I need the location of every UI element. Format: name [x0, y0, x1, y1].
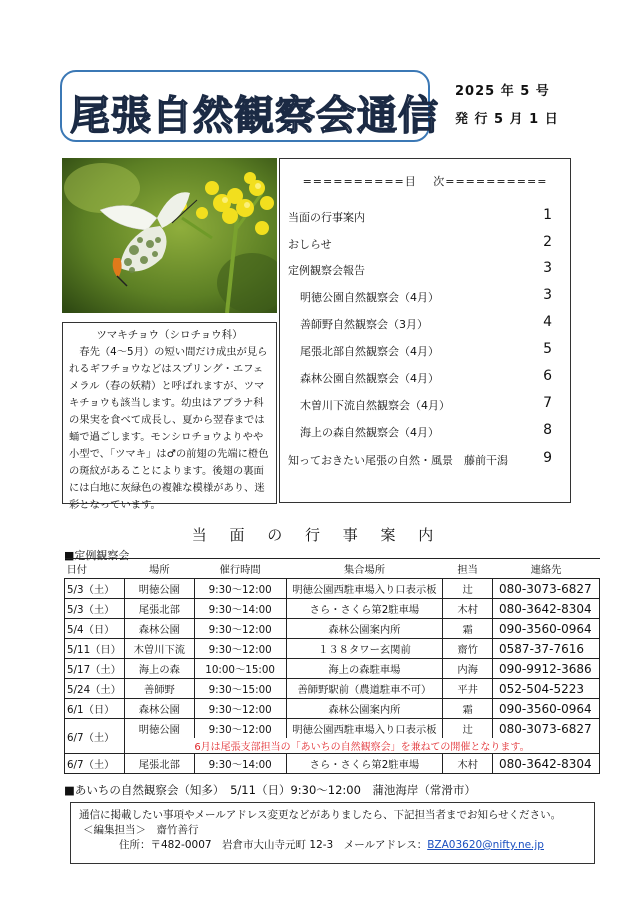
cell-place: 木曽川下流	[124, 639, 194, 659]
cell-time: 10:00～15:00	[194, 659, 286, 679]
cell-place: 明徳公園	[124, 579, 194, 599]
cell-leader: 木村	[443, 754, 493, 774]
toc-item: 当面の行事案内	[288, 211, 365, 224]
toc-page: 3	[543, 260, 552, 276]
cell-place: 明徳公園	[124, 719, 194, 739]
address-line	[79, 838, 586, 853]
cell-place: 善師野	[124, 679, 194, 699]
toc-page: 2	[543, 234, 552, 250]
toc-page: 9	[543, 450, 552, 466]
toc-item: 海上の森自然観察会（4月）	[300, 426, 439, 439]
cell-contact: 080-3073-6827	[493, 719, 600, 739]
toc-item: 森林公園自然観察会（4月）	[300, 372, 439, 385]
cell-date: 6/7（土）	[65, 719, 125, 754]
cell-contact: 0587-37-7616	[493, 639, 600, 659]
regular-section-label: ■定例観察会	[64, 549, 130, 562]
cell-contact: 080-3642-8304	[493, 599, 600, 619]
cell-date: 5/24（土）	[65, 679, 125, 699]
cell-contact: 080-3642-8304	[493, 754, 600, 774]
photo-caption	[62, 322, 277, 511]
cell-leader: 内海	[443, 659, 493, 679]
toc-item: 明徳公園自然観察会（4月）	[300, 291, 439, 304]
cell-contact: 090-3560-0964	[493, 619, 600, 639]
cell-meeting-point: 明徳公園西駐車場入り口表示板	[286, 579, 443, 599]
cell-date: 5/17（土）	[65, 659, 125, 679]
toc-item: 尾張北部自然観察会（4月）	[300, 345, 439, 358]
issue-date: 発 行 5 月 1 日	[455, 112, 559, 127]
notice-text: 通信に掲載したい事項やメールアドレス変更などがありましたら、下記担当者までお知らせください。	[79, 809, 562, 821]
table-row	[65, 699, 600, 719]
cell-time: 9:30～14:00	[194, 599, 286, 619]
cell-contact: 052-504-5223	[493, 679, 600, 699]
cell-meeting-point: １３８タワー玄関前	[286, 639, 443, 659]
cell-leader: 霜	[443, 699, 493, 719]
header-contact: 連絡先	[493, 559, 600, 579]
cell-contact: 080-3073-6827	[493, 579, 600, 599]
june-note: 6月は尾張支部担当の「あいちの自然観察会」を兼ねての開催となります。	[124, 738, 599, 754]
caption-text: 春先（4～5月）の短い間だけ成虫が見られるギフチョウなどはスプリング・エフェメラル（春の妖精）と呼ばれますが、ツマキチョウも該当します。幼虫はアブラナ科の果実を食べて成長し、夏から翌春までは蛹で過ごします。モンシロチョウよりやや小型で、「ツマキ」は♂の前翅の先端に橙色の斑紋があることによります。後翅の裏面には白地に灰緑色の複雑な模様があり、迷彩となっています。	[69, 346, 269, 511]
table-header-row	[65, 559, 600, 579]
cell-meeting-point: 森林公園案内所	[286, 699, 443, 719]
table-row	[65, 659, 600, 679]
cell-leader: 辻	[443, 579, 493, 599]
cell-date: 5/3（土）	[65, 599, 125, 619]
cell-meeting-point: 海上の森駐車場	[286, 659, 443, 679]
toc-page: 8	[543, 422, 552, 438]
editor-line: ＜編集担当＞ 齋竹善行	[83, 824, 199, 836]
butterfly-photo	[62, 158, 277, 313]
address-text: 住所：〒482-0007 岩倉市大山寺元町 12-3 メールアドレス：	[119, 839, 428, 851]
toc-item: 定例観察会報告	[288, 264, 365, 277]
cell-meeting-point: 明徳公園西駐車場入り口表示板	[286, 719, 443, 739]
toc-page: 5	[543, 341, 552, 357]
aichi-event-line: ■あいちの自然観察会（知多） 5/11（日）9:30～12:00 蒲池海岸（常滑市）	[64, 783, 476, 797]
header-leader: 担当	[443, 559, 493, 579]
toc-header: ==========目 次==========	[302, 175, 548, 188]
newsletter-title: 尾張自然観察会通信	[70, 93, 439, 139]
cell-meeting-point: 善師野駅前（農道駐車不可）	[286, 679, 443, 699]
email-link[interactable]: BZA03620@nifty.ne.jp	[427, 839, 544, 851]
toc-item: 知っておきたい尾張の自然・風景 藤前干潟	[288, 454, 508, 467]
cell-date: 6/7（土）	[65, 754, 125, 774]
cell-leader: 木村	[443, 599, 493, 619]
toc-item: おしらせ	[288, 238, 332, 251]
cell-time: 9:30～14:00	[194, 754, 286, 774]
table-of-contents	[279, 158, 571, 503]
cell-meeting-point: さら・さくら第2駐車場	[286, 754, 443, 774]
cell-date: 6/1（日）	[65, 699, 125, 719]
table-row	[65, 679, 600, 699]
table-row	[65, 579, 600, 599]
cell-place: 森林公園	[124, 619, 194, 639]
issue-number: 2025 年 5 号	[455, 84, 550, 99]
cell-place: 海上の森	[124, 659, 194, 679]
toc-page: 1	[543, 207, 552, 223]
cell-meeting-point: さら・さくら第2駐車場	[286, 599, 443, 619]
schedule-title: 当 面 の 行 事 案 内	[191, 526, 443, 544]
header-date: 日付	[65, 559, 125, 579]
cell-leader: 霜	[443, 619, 493, 639]
cell-leader: 辻	[443, 719, 493, 739]
cell-time: 9:30～12:00	[194, 719, 286, 739]
cell-date: 5/4（日）	[65, 619, 125, 639]
contact-notice	[70, 802, 595, 864]
caption-title: ツマキチョウ（シロチョウ科）	[96, 329, 243, 341]
toc-page: 3	[543, 287, 552, 303]
cell-contact: 090-3560-0964	[493, 699, 600, 719]
cell-place: 森林公園	[124, 699, 194, 719]
cell-time: 9:30～12:00	[194, 579, 286, 599]
cell-place: 尾張北部	[124, 599, 194, 619]
table-note-row	[65, 738, 600, 754]
table-row	[65, 639, 600, 659]
header-time: 催行時間	[194, 559, 286, 579]
cell-time: 9:30～12:00	[194, 619, 286, 639]
table-row	[65, 599, 600, 619]
cell-leader: 齋竹	[443, 639, 493, 659]
header-place: 場所	[124, 559, 194, 579]
toc-item: 善師野自然観察会（3月）	[300, 318, 428, 331]
schedule-table	[64, 558, 600, 774]
toc-page: 4	[543, 314, 552, 330]
table-row	[65, 754, 600, 774]
header-meeting-point: 集合場所	[286, 559, 443, 579]
cell-contact: 090-9912-3686	[493, 659, 600, 679]
cell-date: 5/3（土）	[65, 579, 125, 599]
toc-page: 7	[543, 395, 552, 411]
cell-time: 9:30～12:00	[194, 639, 286, 659]
cell-place: 尾張北部	[124, 754, 194, 774]
cell-time: 9:30～12:00	[194, 699, 286, 719]
cell-meeting-point: 森林公園案内所	[286, 619, 443, 639]
toc-item: 木曽川下流自然観察会（4月）	[300, 399, 450, 412]
table-row	[65, 619, 600, 639]
cell-leader: 平井	[443, 679, 493, 699]
table-row	[65, 719, 600, 739]
cell-date: 5/11（日）	[65, 639, 125, 659]
toc-page: 6	[543, 368, 552, 384]
cell-time: 9:30～15:00	[194, 679, 286, 699]
